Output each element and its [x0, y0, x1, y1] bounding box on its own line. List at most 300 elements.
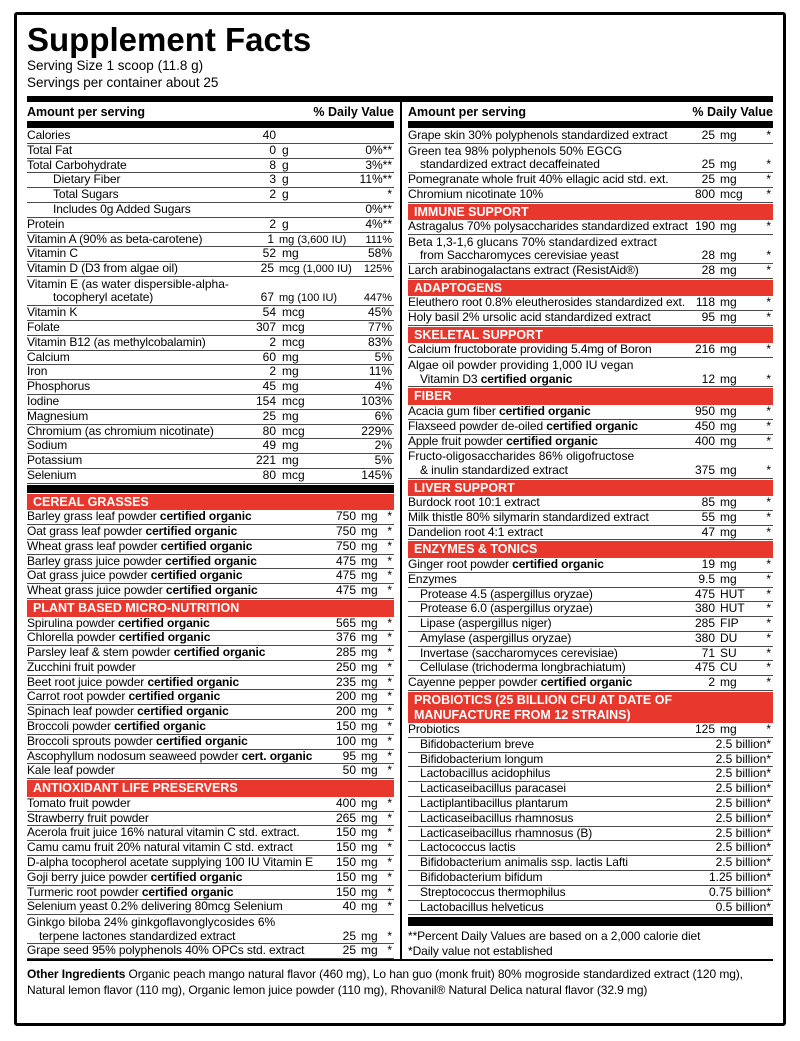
daily-value: 45%: [367, 305, 392, 320]
ingredient-name: Iodine: [27, 394, 60, 408]
ingredient-row: [408, 373, 773, 388]
amount-number: 125: [694, 722, 715, 737]
amount-unit: mg: [361, 719, 378, 734]
daily-value: 0%**: [365, 142, 392, 157]
amount-number: 376: [335, 630, 356, 645]
daily-value: 4%: [374, 379, 392, 394]
ingredient-name: Spinach leaf powder certified organic: [27, 705, 229, 719]
divider-bar: [27, 121, 394, 128]
daily-value: *: [766, 219, 771, 234]
amount-number: 25: [342, 943, 356, 958]
amount-unit: mg: [361, 659, 378, 674]
ingredient-name: Phosphorus: [27, 380, 91, 394]
section-header: FIBER: [408, 388, 773, 405]
ingredient-row: [27, 886, 394, 901]
amount-unit: HUT: [720, 586, 745, 601]
amount-value: 2.5 billion*: [715, 840, 771, 855]
amount-unit: mcg: [282, 423, 305, 438]
ingredient-row: [27, 646, 394, 661]
ingredient-row: [27, 676, 394, 691]
section-header: SKELETAL SUPPORT: [408, 327, 773, 344]
amount-unit: mg: [282, 453, 299, 468]
amount-number: 307: [255, 319, 276, 334]
amount-unit: mcg: [282, 319, 305, 334]
amount-unit: SU: [720, 645, 737, 660]
ingredient-name: Zucchini fruit powder: [27, 660, 136, 674]
ingredient-row: [408, 311, 773, 326]
daily-value-label: % Daily Value: [313, 105, 394, 119]
ingredient-row: [27, 764, 394, 779]
daily-value: *: [766, 601, 771, 616]
amount-unit: mcg: [282, 305, 305, 320]
amount-unit: mg: [720, 509, 737, 524]
daily-value: *: [387, 825, 392, 840]
ingredient-row: [408, 526, 773, 541]
ingredient-row: [27, 900, 394, 915]
ingredient-name: Selenium: [27, 468, 77, 482]
ingredient-name: Vitamin B12 (as methylcobalamin): [27, 335, 206, 349]
amount-unit: mg: [361, 568, 378, 583]
ingredient-name: Amylase (aspergillus oryzae): [420, 631, 572, 645]
ingredient-row: [27, 690, 394, 705]
divider-bar: [408, 121, 773, 128]
ingredient-row: [27, 944, 394, 959]
amount-unit: g: [282, 187, 289, 202]
section-header: ANTIOXIDANT LIFE PRESERVERS: [27, 780, 394, 797]
amount-number: 250: [335, 659, 356, 674]
ingredient-name: Vitamin A (90% as beta-carotene): [27, 232, 203, 246]
amount-value: 2.5 billion*: [715, 855, 771, 870]
amount-unit: mg: [361, 630, 378, 645]
amount-unit: mg: [720, 571, 737, 586]
amount-number: 50: [342, 763, 356, 778]
ingredient-row: [408, 827, 773, 842]
ingredient-name: Lactococcus lactis: [420, 841, 516, 855]
ingredient-row: [27, 144, 394, 159]
ingredient-name: Probiotics: [408, 723, 460, 737]
amount-number: 60: [262, 349, 276, 364]
amount-number: 47: [701, 524, 715, 539]
amount-number: 25: [260, 261, 274, 276]
section-header: IMMUNE SUPPORT: [408, 204, 773, 221]
daily-value: *: [766, 509, 771, 524]
amount-number: 95: [701, 310, 715, 325]
amount-unit: mcg: [282, 467, 305, 482]
daily-value: *: [766, 186, 771, 201]
amount-number: 475: [335, 583, 356, 598]
daily-value: *: [387, 630, 392, 645]
ingredient-name: Larch arabinogalactans extract (ResistAid®): [408, 264, 639, 278]
amount-unit: mg: [720, 418, 737, 433]
daily-value: *: [387, 187, 392, 202]
amount-number: 71: [701, 645, 715, 660]
amount-unit: mg: [720, 157, 737, 172]
amount-unit: mg: [361, 645, 378, 660]
ingredient-row-continued: Ginkgo biloba 24% ginkgoflavonglycosides 6%: [27, 915, 276, 930]
amount-unit: mg: [361, 748, 378, 763]
amount-unit: mg: [361, 825, 378, 840]
ingredient-row: [408, 420, 773, 435]
amount-number: 265: [335, 810, 356, 825]
ingredient-name: Lactobacillus helveticus: [420, 900, 544, 914]
daily-value: *: [387, 810, 392, 825]
daily-value: *: [766, 248, 771, 263]
ingredient-name: Potassium: [27, 454, 83, 468]
ingredient-row: [408, 249, 773, 264]
amount-number: 100: [335, 733, 356, 748]
ingredient-row: [408, 841, 773, 856]
ingredient-name: Carrot root powder certified organic: [27, 690, 221, 704]
amount-unit: mg: [720, 342, 737, 357]
ingredient-name: Calcium fructoborate providing 5.4mg of Boron: [408, 343, 652, 357]
amount-unit: mg: [361, 928, 378, 943]
ingredient-name: Tomato fruit powder: [27, 796, 131, 810]
ingredient-name: Vitamin C: [27, 247, 78, 261]
ingredient-name: Total Fat: [27, 143, 73, 157]
daily-value: *: [766, 403, 771, 418]
ingredient-name: Protease 4.5 (aspergillus oryzae): [420, 587, 593, 601]
daily-value: *: [766, 586, 771, 601]
amount-number: 3: [269, 172, 276, 187]
ingredient-row-continued: Algae oil powder providing 1,000 IU vegan: [408, 358, 634, 373]
ingredient-name: Turmeric root powder certified organic: [27, 885, 234, 899]
amount-number: 800: [694, 186, 715, 201]
daily-value: 6%: [374, 408, 392, 423]
amount-number: 25: [342, 928, 356, 943]
column-header: [27, 102, 394, 121]
amount-number: 28: [701, 263, 715, 278]
amount-unit: mg: [361, 553, 378, 568]
amount-number: 67: [260, 290, 274, 305]
daily-value: *: [387, 748, 392, 763]
amount-number: 118: [695, 295, 715, 310]
ingredient-name: D-alpha tocopherol acetate supplying 100 IU Vitamin E: [27, 855, 313, 869]
ingredient-row: [27, 540, 394, 555]
amount-value: 2.5 billion*: [715, 751, 771, 766]
amount-value: 2.5 billion*: [715, 781, 771, 796]
ingredient-row: [27, 555, 394, 570]
ingredient-row: [408, 264, 773, 279]
amount-number: 25: [701, 171, 715, 186]
daily-value: *: [387, 795, 392, 810]
amount-number: 235: [335, 674, 356, 689]
amount-unit: mg: [361, 538, 378, 553]
ingredient-name: standardized extract decaffeinated: [420, 158, 600, 172]
ingredient-row: [408, 158, 773, 173]
ingredient-row: [408, 173, 773, 188]
ingredient-row: [408, 782, 773, 797]
ingredient-row: [408, 464, 773, 479]
ingredient-row: [408, 496, 773, 511]
ingredient-row: [27, 203, 394, 218]
daily-value: *: [766, 645, 771, 660]
daily-value: *: [387, 840, 392, 855]
ingredient-row: [408, 632, 773, 647]
amount-unit: mg: [361, 943, 378, 958]
ingredient-name: from Saccharomyces cerevisiae yeast: [420, 249, 619, 263]
amount-value: 0.75 billion*: [708, 884, 771, 899]
daily-value: *: [387, 884, 392, 899]
amount-unit: mg: [720, 675, 737, 690]
amount-unit: mg: [720, 128, 737, 142]
ingredient-name: Enzymes: [408, 572, 457, 586]
ingredient-name: Goji berry juice powder certified organic: [27, 870, 243, 884]
ingredient-row: [408, 767, 773, 782]
ingredient-name: Chromium (as chromium nicotinate): [27, 424, 214, 438]
amount-value: 2.5 billion*: [715, 825, 771, 840]
ingredient-name: Acacia gum fiber certified organic: [408, 404, 591, 418]
ingredient-row: [27, 735, 394, 750]
amount-and-daily-value: mg (3,600 IU) 111%: [279, 233, 392, 246]
amount-unit: mg: [361, 509, 378, 524]
amount-number: 475: [694, 660, 715, 675]
ingredient-row: [27, 705, 394, 720]
amount-unit: mg: [720, 433, 737, 448]
ingredient-name: Eleuthero root 0.8% eleutherosides standardized ext.: [408, 296, 685, 310]
ingredient-row: [408, 511, 773, 526]
amount-unit: g: [282, 142, 289, 157]
ingredient-name: Cayenne pepper powder certified organic: [408, 676, 633, 690]
daily-value: *: [766, 630, 771, 645]
ingredient-row: [408, 220, 773, 235]
ingredient-name: Total Carbohydrate: [27, 158, 127, 172]
amount-number: 52: [262, 246, 276, 261]
left-column: [27, 102, 400, 959]
amount-unit: mcg: [282, 334, 305, 349]
amount-number: 750: [335, 509, 356, 524]
ingredient-name: Cellulase (trichoderma longbrachiatum): [420, 661, 626, 675]
daily-value: *: [766, 418, 771, 433]
ingredient-row: [27, 233, 394, 248]
amount-number: 80: [262, 467, 276, 482]
ingredient-row: [27, 129, 394, 144]
divider-bar: [27, 485, 394, 493]
amount-number: 565: [335, 615, 356, 630]
amount-number: 55: [701, 509, 715, 524]
amount-number: 475: [335, 553, 356, 568]
amount-number: 85: [701, 495, 715, 510]
ingredient-row: [27, 439, 394, 454]
section-header: PROBIOTICS (25 BILLION CFU AT DATE OF MANUFACTURE FROM 12 STRAINS): [408, 692, 773, 723]
ingredient-name: Chromium nicotinate 10%: [408, 187, 544, 201]
amount-number: 400: [335, 795, 356, 810]
daily-value: *: [766, 342, 771, 357]
facts-columns: [27, 102, 773, 961]
amount-number: 200: [335, 704, 356, 719]
ingredient-row-continued: Green tea 98% polyphenols 50% EGCG: [408, 143, 623, 158]
amount-number: 950: [694, 403, 715, 418]
ingredient-name: Grape seed 95% polyphenols 40% OPCs std. extract: [27, 944, 305, 958]
amount-number: 12: [701, 371, 715, 386]
ingredient-row: [27, 395, 394, 410]
page-title: Supplement Facts: [27, 21, 312, 58]
amount-unit: mg: [720, 295, 737, 310]
footnote-daily-values: **Percent Daily Values are based on a 2,000 calorie diet: [408, 929, 701, 944]
daily-value: 229%: [361, 423, 392, 438]
amount-number: 2: [269, 187, 276, 202]
ingredient-name: Calcium: [27, 350, 70, 364]
amount-unit: mg: [361, 583, 378, 598]
serving-size: Serving Size 1 scoop (11.8 g): [27, 58, 204, 73]
section-header: PLANT BASED MICRO-NUTRITION: [27, 600, 394, 617]
amount-number: 25: [701, 157, 715, 172]
amount-unit: mg: [361, 810, 378, 825]
daily-value: *: [387, 553, 392, 568]
ingredient-row-continued: Vitamin E (as water dispersible-alpha-: [27, 276, 229, 291]
amount-number: 150: [335, 854, 356, 869]
section-header: ADAPTOGENS: [408, 280, 773, 297]
daily-value: *: [766, 462, 771, 477]
amount-number: 150: [335, 825, 356, 840]
amount-value: 2.5 billion*: [715, 810, 771, 825]
ingredient-row: [27, 797, 394, 812]
amount-number: 45: [262, 379, 276, 394]
daily-value: *: [766, 433, 771, 448]
amount-number: 2: [269, 216, 276, 231]
ingredient-name: Holy basil 2% ursolic acid standardized extract: [408, 311, 651, 325]
amount-unit: mg: [361, 733, 378, 748]
ingredient-row: [27, 930, 394, 945]
daily-value: 5%: [374, 453, 392, 468]
ingredient-row: [27, 188, 394, 203]
ingredient-name: Dietary Fiber: [53, 173, 121, 187]
daily-value: *: [387, 568, 392, 583]
daily-value: *: [387, 928, 392, 943]
divider-bar: [408, 917, 773, 926]
ingredient-row: [27, 410, 394, 425]
amount-number: 221: [255, 453, 276, 468]
ingredient-row: [27, 469, 394, 484]
daily-value: *: [387, 733, 392, 748]
daily-value: 83%: [367, 334, 392, 349]
ingredient-name: Streptococcus thermophilus: [420, 885, 566, 899]
amount-value: 0.5 billion*: [715, 899, 771, 914]
ingredient-row: [27, 812, 394, 827]
ingredient-row: [27, 365, 394, 380]
amount-unit: mg: [282, 408, 299, 423]
daily-value: *: [766, 128, 771, 142]
ingredient-row: [408, 676, 773, 691]
daily-value: *: [387, 615, 392, 630]
amount-unit: mg: [720, 722, 737, 737]
ingredient-row: [27, 584, 394, 599]
daily-value: *: [387, 509, 392, 524]
ingredient-name: Protein: [27, 217, 65, 231]
amount-number: 54: [262, 305, 276, 320]
right-column: [400, 102, 773, 959]
amount-unit: mg: [282, 246, 299, 261]
amount-unit: mg: [720, 371, 737, 386]
ingredient-row: [408, 558, 773, 573]
amount-unit: CU: [720, 660, 738, 675]
amount-value: 2.5 billion*: [715, 766, 771, 781]
ingredient-name: tocopheryl acetate): [53, 291, 154, 305]
ingredient-name: Kale leaf powder: [27, 764, 115, 778]
daily-value: *: [387, 538, 392, 553]
amount-number: 154: [255, 393, 276, 408]
section-header: ENZYMES & TONICS: [408, 541, 773, 558]
column-header: [408, 102, 773, 121]
ingredient-name: Bifidobacterium bifidum: [420, 871, 543, 885]
supplement-facts-panel: [14, 12, 786, 1026]
amount-unit: g: [282, 157, 289, 172]
ingredient-row: [408, 661, 773, 676]
daily-value: *: [387, 869, 392, 884]
ingredient-row: [27, 720, 394, 735]
amount-number: 285: [335, 645, 356, 660]
amount-number: 28: [701, 248, 715, 263]
daily-value: *: [766, 495, 771, 510]
ingredient-name: Bifidobacterium breve: [420, 737, 534, 751]
amount-unit: mg: [282, 379, 299, 394]
daily-value: 3%**: [365, 157, 392, 172]
ingredient-name: Protease 6.0 (aspergillus oryzae): [420, 602, 593, 616]
ingredient-name: Ascophyllum nodosum seaweed powder cert. organic: [27, 749, 313, 763]
ingredient-name: Vitamin D3 certified organic: [420, 372, 573, 386]
right-column-body: [408, 129, 773, 915]
daily-value: *: [766, 157, 771, 172]
section-header: CEREAL GRASSES: [27, 494, 394, 511]
daily-value: *: [387, 763, 392, 778]
daily-value: *: [766, 675, 771, 690]
daily-value: *: [766, 171, 771, 186]
ingredient-name: Milk thistle 80% silymarin standardized extract: [408, 510, 649, 524]
daily-value: 4%**: [365, 216, 392, 231]
ingredient-row: [408, 617, 773, 632]
amount-number: 150: [335, 840, 356, 855]
ingredient-name: Pomegranate whole fruit 40% ellagic acid std. ext.: [408, 172, 669, 186]
ingredient-name: Lacticaseibacillus rhamnosus (B): [420, 826, 593, 840]
ingredient-row: [27, 247, 394, 262]
ingredient-row: [27, 871, 394, 886]
amount-and-daily-value: mg (100 IU) 447%: [279, 292, 392, 305]
amount-number: 8: [269, 157, 276, 172]
ingredient-row: [27, 525, 394, 540]
amount-unit: mg: [361, 524, 378, 539]
amount-unit: mg: [361, 704, 378, 719]
amount-number: 2: [269, 364, 276, 379]
amount-unit: mg: [361, 840, 378, 855]
amount-number: 475: [694, 586, 715, 601]
amount-unit: mg: [361, 854, 378, 869]
ingredient-name: Burdock root 10:1 extract: [408, 496, 540, 510]
section-header: LIVER SUPPORT: [408, 480, 773, 497]
amount-unit: mg: [720, 248, 737, 263]
ingredient-name: Vitamin D (D3 from algae oil): [27, 262, 178, 276]
amount-number: 150: [335, 884, 356, 899]
daily-value: 2%: [374, 438, 392, 453]
amount-number: 25: [262, 408, 276, 423]
amount-number: 475: [335, 568, 356, 583]
amount-unit: mg: [720, 219, 737, 234]
ingredient-row: [408, 188, 773, 203]
ingredient-name: Lacticaseibacillus rhamnosus: [420, 811, 574, 825]
ingredient-name: Camu camu fruit 20% natural vitamin C std. extract: [27, 841, 293, 855]
ingredient-name: Barley grass juice powder certified organic: [27, 554, 257, 568]
daily-value: *: [766, 722, 771, 737]
amount-unit: mg: [720, 495, 737, 510]
amount-unit: mg: [361, 615, 378, 630]
ingredient-row: [408, 405, 773, 420]
daily-value: *: [387, 645, 392, 660]
daily-value: 58%: [367, 246, 392, 261]
ingredient-row: [408, 723, 773, 738]
daily-value: *: [766, 660, 771, 675]
daily-value: *: [387, 659, 392, 674]
daily-value-label: % Daily Value: [692, 105, 773, 119]
daily-value: *: [766, 571, 771, 586]
ingredient-row: [408, 435, 773, 450]
